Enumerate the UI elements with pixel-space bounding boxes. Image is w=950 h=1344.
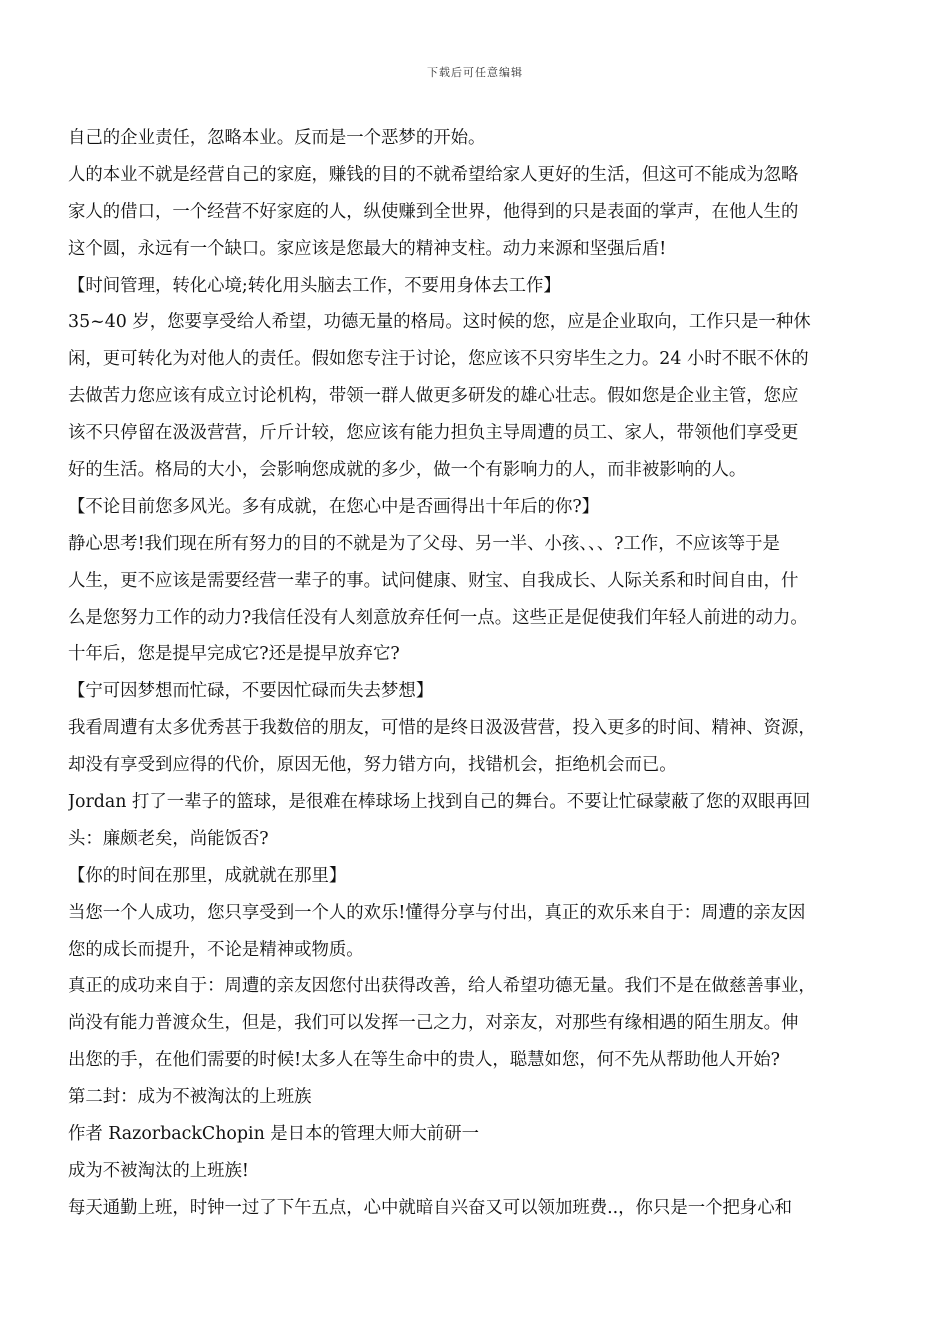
text-line: 人生，更不应该是需要经营一辈子的事。试问健康、财宝、自我成长、人际关系和时间自由，什: [68, 570, 799, 591]
text-line: 去做苦力您应该有成立讨论机构，带领一群人做更多研发的雄心壮志。假如您是企业主管，您应: [68, 386, 799, 407]
document-body: [68, 120, 888, 1227]
text-line: 人的本业不就是经营自己的家庭，赚钱的目的不就希望给家人更好的生活，但这可不能成为忽略: [68, 164, 799, 185]
text-line: 这个圆，永远有一个缺口。家应该是您最大的精神支柱。动力来源和坚强后盾!: [68, 238, 667, 259]
author-line: 作者 RazorbackChopin 是日本的管理大师大前研一: [68, 1124, 479, 1145]
text-line: 么是您努力工作的动力?我信任没有人刻意放弃任何一点。这些正是促使我们年轻人前进的动力。: [68, 607, 808, 628]
text-line: 我看周遭有太多优秀甚于我数倍的朋友，可惜的是终日汲汲营营，投入更多的时间、精神、资源，: [68, 718, 816, 739]
text-line: Jordan 打了一辈子的篮球，是很难在棒球场上找到自己的舞台。不要让忙碌蒙蔽了您的双眼再回: [68, 792, 811, 813]
text-line: 闲，更可转化为对他人的责任。假如您专注于讨论，您应该不只穷毕生之力。24 小时不眠不休的: [68, 349, 809, 370]
text-line: 35~40 岁，您要享受给人希望，功德无量的格局。这时候的您，应是企业取向，工作只是一种休: [68, 312, 811, 333]
section-heading: 【时间管理，转化心境;转化用头脑去工作，不要用身体去工作】: [68, 275, 561, 296]
page-header-watermark: 下载后可任意编辑: [427, 66, 523, 79]
chapter-title: 第二封：成为不被淘汰的上班族: [68, 1087, 312, 1108]
text-line: 该不只停留在汲汲营营，斤斤计较，您应该有能力担负主导周遭的员工、家人，带领他们享受更: [68, 423, 799, 444]
subtitle-line: 成为不被淘汰的上班族!: [68, 1160, 249, 1181]
text-line: 每天通勤上班，时钟一过了下午五点，心中就暗自兴奋又可以领加班费..，你只是一个把身心和: [68, 1197, 793, 1218]
text-line: 却没有享受到应得的代价，原因无他，努力错方向，找错机会，拒绝机会而已。: [68, 755, 677, 776]
text-line: 出您的手，在他们需要的时候!太多人在等生命中的贵人，聪慧如您，何不先从帮助他人开始?: [68, 1050, 780, 1071]
text-line: 真正的成功来自于：周遭的亲友因您付出获得改善，给人希望功德无量。我们不是在做慈善事业，: [68, 976, 816, 997]
text-line: 家人的借口，一个经营不好家庭的人，纵使赚到全世界，他得到的只是表面的掌声，在他人生的: [68, 201, 799, 222]
text-line: 自己的企业责任，忽略本业。反而是一个恶梦的开始。: [68, 128, 486, 148]
text-line: 尚没有能力普渡众生，但是，我们可以发挥一己之力，对亲友，对那些有缘相遇的陌生朋友。伸: [68, 1013, 799, 1034]
section-heading: 【宁可因梦想而忙碌，不要因忙碌而失去梦想】: [68, 681, 434, 702]
text-line: 您的成长而提升，不论是精神或物质。: [68, 939, 364, 960]
text-line: 静心思考!我们现在所有努力的目的不就是为了父母、另一半、小孩、、、?工作，不应该等于是: [68, 533, 780, 554]
text-line: 头：廉颇老矣，尚能饭否?: [68, 828, 269, 849]
text-line: 当您一个人成功，您只享受到一个人的欢乐!懂得分享与付出，真正的欢乐来自于：周遭的亲友因: [68, 902, 806, 923]
text-line: 十年后，您是提早完成它?还是提早放弃它?: [68, 644, 400, 665]
text-line: 好的生活。格局的大小，会影响您成就的多少，做一个有影响力的人，而非被影响的人。: [68, 460, 747, 481]
section-heading: 【不论目前您多风光。多有成就，在您心中是否画得出十年后的你?】: [68, 496, 600, 517]
section-heading: 【你的时间在那里，成就就在那里】: [68, 865, 347, 886]
